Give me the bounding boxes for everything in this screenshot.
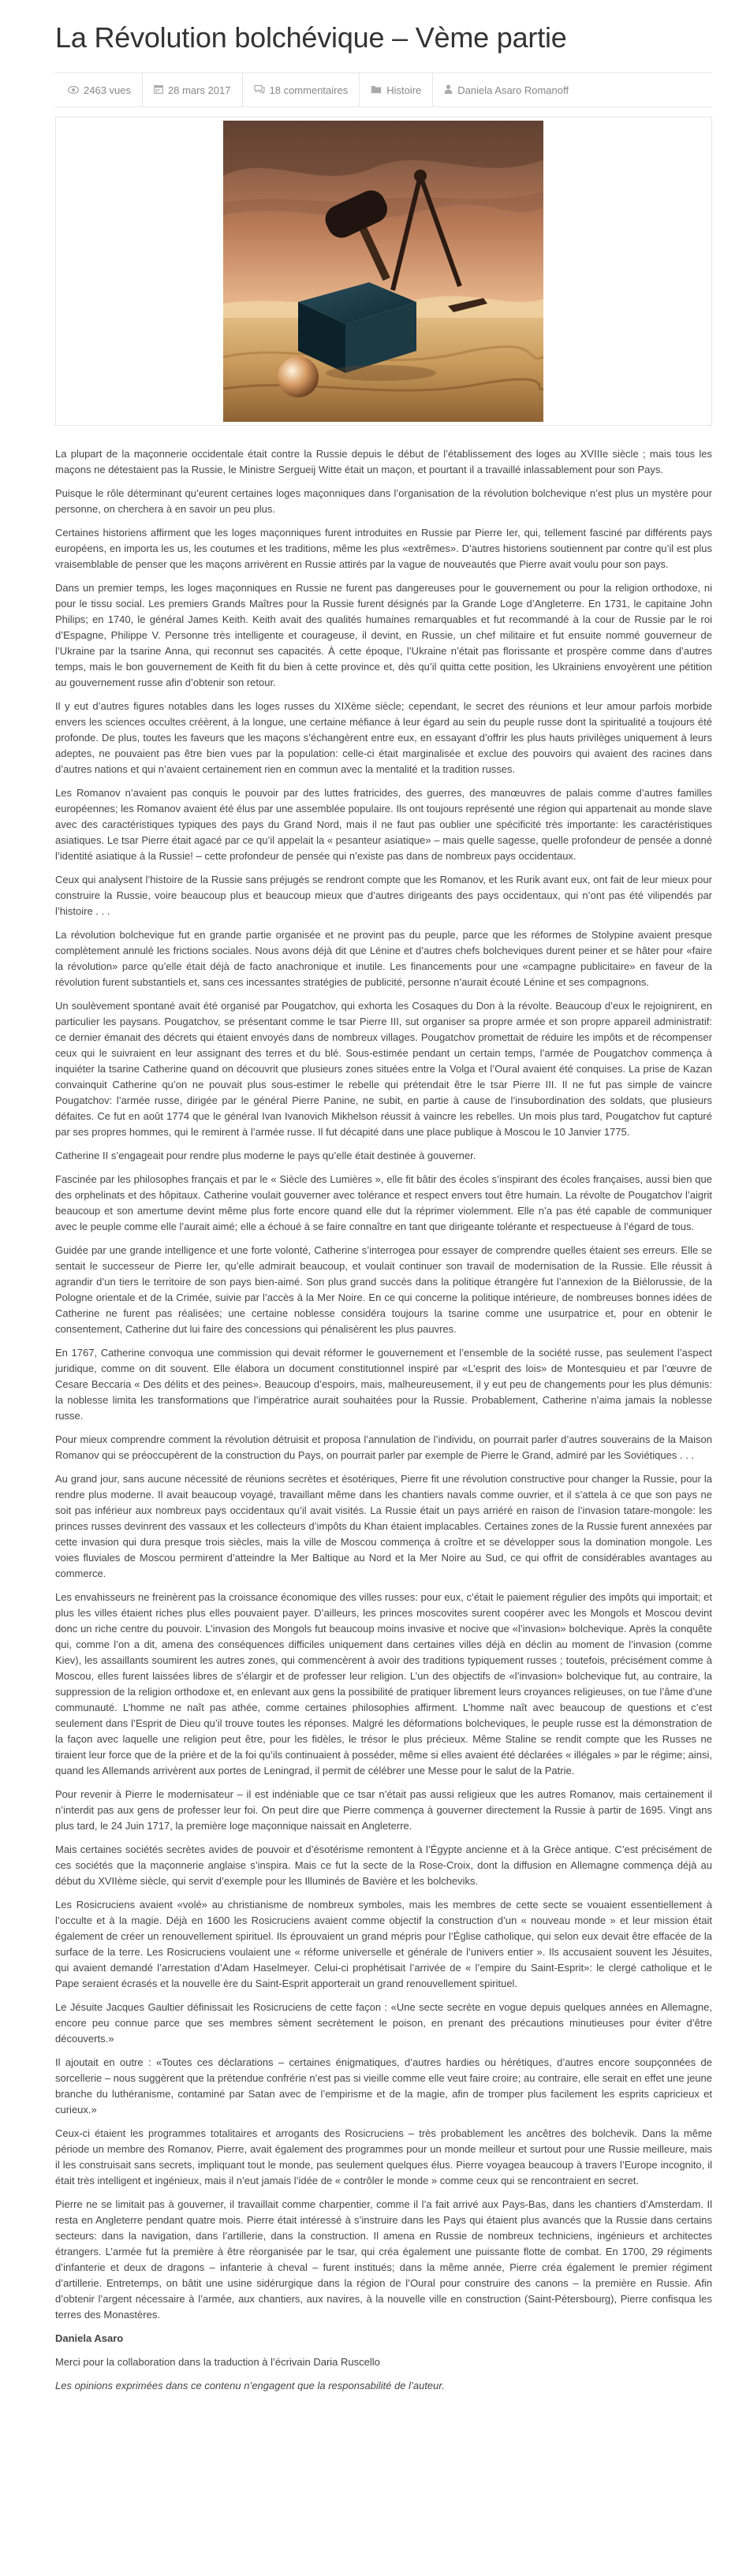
user-icon [444,84,453,96]
article-paragraph: Puisque le rôle déterminant qu’eurent certaines loges maçonniques dans l’organisation de la révolution bolchevique n’est plus un mystère pour personne, on cherchera à en savoir un peu plus. [55,487,712,515]
meta-author-link[interactable] [433,73,580,106]
article-paragraph: Pour mieux comprendre comment la révolution détruisit et proposa l’annulation de l’individu, on pourrait parler d’autres souverains de la Maison Romanov qui se préoccupèrent de la construction du Pays, on pourrait parler par exemple de Pierre le Grand, admiré par les Soviétiques . . . [55,1433,712,1461]
article-paragraph: Les envahisseurs ne freinèrent pas la croissance économique des villes russes: pour eux, c’était le paiement régulier des impôts qui importait; et plus les villes étaient riches plus elles pouvaient payer. D’ailleurs, les princes moscovites surent coopérer avec les Mongols et Moscou devint donc un riche centre du pouvoir. L’invasion des Mongols fut beaucoup moins invasive et nocive que «l’invasion» bolchevique. Après la conquête qui, comme l’on a dit, amena des conséquences difficiles uniquement dans certaines villes déjà en déclin au moment de l’invasion (comme Kiev), les assaillants soumirent les autres zones, qui commencèrent à avoir des traditions typiquement russes ; toutefois, précisément comme à Moscou, elles furent laissées libres de s’élargir et de professer leur religion. L’un des objectifs de «l’invasion» bolchevique fut, au contraire, la suppression de la religion orthodoxe et, en enlevant aux gens la possibilité de pratiquer librement leurs croyances religieuses, on tue l’âme d’une communauté. L’homme ne naît pas athée, comme certaines philosophies affirment. L’homme naît avec beaucoup de questions et c’est seulement dans l’Esprit de Dieu qu’il trouve toutes les réponses. Malgré les déformations bolcheviques, le peuple russe est la démonstration de la façon avec laquelle une religion peut être, pour les fidèles, le trésor le plus précieux. Même Staline se rendit compte que les Russes ne tiraient leur force que de la prière et de la foi qu’ils continuaient à posséder, même si elles avaient été déclarées « illégales » par le régime; ainsi, quand les Allemands arrivèrent aux portes de Leningrad, il permit de célébrer une Messe pour le salut de la Patrie. [55,1591,712,1776]
article-paragraph: Les Rosicruciens avaient «volé» au christianisme de nombreux symboles, mais les membres de cette secte se vouaient essentiellement à l’occulte et à la magie. Déjà en 1600 les Rosicruciens avaient comme objectif la construction d’un « nouveau monde » et leur mission était également de créer un renouvellement spirituel. Ils éprouvaient un grand mépris pour l’Église catholique, qui selon eux devait être effacée de la surface de la terre. Les Rosicruciens voulaient une « réforme universelle et générale de l’univers entier ». Ils accusaient souvent les Jésuites, qui avaient demandé l’arrestation d’Adam Haselmeyer. Celui-ci prophétisait l’arrivée de « l’empire du Saint-Esprit»: le clergé catholique et le Pape seraient écrasés et la nouvelle ère du Saint-Esprit apporterait un grand renouvellement spirituel. [55,1899,712,1989]
meta-date [143,73,243,106]
meta-category-link[interactable] [360,73,433,106]
masonic-illustration [59,121,708,422]
article-paragraph: Au grand jour, sans aucune nécessité de réunions secrètes et ésotériques, Pierre fit une révolution constructive pour changer la Russie, pour la rendre plus moderne. Il avait beaucoup voyagé, travaillant même dans les chantiers navals comme ouvrier, et il s’attela à ce que son pays ne soit pas inférieur aux nombreux pays occidentaux qu’il avait visités. La Russie était un pays arriéré en raison de l’invasion tatare-mongole: les princes russes devinrent des vassaux et les collecteurs d’impôts du Khan étaient implacables. Certaines zones de la Russie furent annexées par cette invasion qui dura presque trois siècles, mais la ville de Moscou commença à croître et se développer sous la domination mongole. Les voies fluviales de Moscou permirent d’atteindre la Mer Baltique au Nord et la Mer Noire au Sud, ce qui offrit de considérables avantages au commerce. [55,1473,712,1579]
article-body [55,446,712,2394]
article-meta-bar [55,73,712,107]
meta-author-text[interactable]: Daniela Asaro Romanoff [457,84,569,96]
comments-icon [254,84,265,96]
meta-views [55,73,143,106]
eye-icon [68,84,79,96]
meta-comments-text[interactable]: 18 commentaires [269,84,349,96]
article-paragraph: Un soulèvement spontané avait été organisé par Pougatchov, qui exhorta les Cosaques du Don à la révolte. Beaucoup d’eux le rejoignirent, en particulier les paysans. Pougatchov, se présentant comme le tsar Pierre III, sut organiser sa propre armée et son propre appareil administratif: ce dernier émanait des décrets qui étaient envoyés dans de nombreux villages. Pougatchov promettait de réduire les impôts et de récompenser ceux qui le suivraient en leur assignant des terres et du blé. Sous-estimée pendant un certain temps, l’armée de Pougatchov commença à inquiéter la tsarine Catherine quand on découvrit que plusieurs zones situées entre la Volga et l’Oural avaient été conquises. La prise de Kazan convainquit Catherine qu’on ne pouvait plus sous-estimer le rebelle qui prétendait être le tsar Pierre III. Il ne fut pas simple de vaincre Pougatchov: l’armée russe, dirigée par le général Pierre Panine, ne subit, en partie à cause de l’insubordination des soldats, que plusieurs défaites. Ce fut en août 1774 que le général Ivan Ivanovich Mikhelson réussit à vaincre les rebelles. Un mois plus tard, Pougatchov fut capturé par ses propres hommes, qui le remirent à l’armée russe. Il fut décapité dans une place publique à Moscou le 10 Janvier 1775. [55,1000,712,1138]
article-paragraph: Il ajoutait en outre : «Toutes ces déclarations – certaines énigmatiques, d’autres hardies ou hérétiques, d’autres encore soupçonnées de sorcellerie – nous suggèrent que la prétendue confrérie n’est pas si vieille comme elle veut faire croire; au contraire, elle serait en effet une jeune branche du luthéranisme, contaminé par Satan avec de l’empirisme et de la magie, afin de tromper plus facilement les esprits capricieux et curieux.» [55,2056,712,2116]
article-paragraph: Pour revenir à Pierre le modernisateur – il est indéniable que ce tsar n’était pas aussi religieux que les autres Romanov, mais certainement il n’interdit pas aux gens de professer leur foi. On peut dire que Pierre commença à gouverner directement la Russie à partir de 1695. Vingt ans plus tard, le 24 Juin 1717, la première loge maçonnique naissait en Angleterre. [55,1788,712,1832]
featured-image [55,117,712,426]
calendar-icon [154,84,163,96]
meta-date-text: 28 mars 2017 [168,84,231,96]
article-title: La Révolution bolchévique – Vème partie [55,21,567,54]
article-paragraph: La plupart de la maçonnerie occidentale était contre la Russie depuis le début de l’établissement des loges au XVIIIe siècle ; mais tous les maçons ne détestaient pas la Russie, le Ministre Sergueij Witte était un maçon, et pourtant il a travaillé inlassablement pour son Pays. [55,448,712,475]
article-paragraph: Ceux qui analysent l’histoire de la Russie sans préjugés se rendront compte que les Romanov, et les Rurik avant eux, ont fait de leur mieux pour construire la Russie, voire beaucoup plus et beaucoup mieux que d’autres dirigeants des pays occidentaux, qui n’ont pas été vilipendés par l’histoire . . . [55,874,712,917]
article-paragraph: Fascinée par les philosophes français et par le « Siècle des Lumières », elle fit bâtir des écoles s’inspirant des écoles françaises, aussi bien que des orphelinats et des hôpitaux. Catherine voulait gouverner avec tolérance et respect envers tout être humain. La révolte de Pougatchov l’aigrit beaucoup et son amertume devint même plus forte encore quand elle dut la réprimer violemment. Elle n’a pas été capable de communiquer avec le peuple comme elle l’aurait aimé; elle a échoué à se faire connaître en tant que dirigeante tolérante et respectueuse à l’égard de tous. [55,1173,712,1232]
article-paragraph: Catherine II s’engageait pour rendre plus moderne le pays qu’elle était destinée à gouverner. [55,1150,476,1161]
article-paragraph: En 1767, Catherine convoqua une commission qui devait réformer le gouvernement et l’ensemble de la société russe, pas seulement l’aspect juridique, comme on dit souvent. Elle élabora un document constitutionnel inspiré par «L’esprit des lois» de Montesquieu et par l’œuvre de Cesare Beccaria « Des délits et des peines». Beaucoup d’espoirs, mais, malheureusement, il y eut peu de changements pour les plus démunis: la noblesse limita les transformations que l’impératrice aurait souhaitées pour la Russie. Probablement, Catherine n’aima jamais la noblesse russe. [55,1347,712,1422]
article-paragraph: Il y eut d’autres figures notables dans les loges russes du XIXème siècle; cependant, le secret des réunions et leur amour parfois morbide envers les sciences occultes créèrent, à la longue, une certaine méfiance à leur égard au sein du peuple russe dont la spiritualité a toujours été profonde. De plus, toutes les faveurs que les maçons s’échangèrent entre eux, en essayant d’offrir les plus hauts privilèges uniquement à leurs adeptes, ne pouvaient pas être bien vues par la population: celle-ci était marginalisée et exclue des pouvoirs qui avaient des racines dans d’autres nations et qui n’avaient certainement rien en commun avec la mentalité et la tradition russes. [55,700,712,775]
article-paragraph: La révolution bolchevique fut en grande partie organisée et ne provint pas du peuple, parce que les réformes de Stolypine avaient presque complètement annulé les frictions sociales. Nous avons déjà dit que Lénine et d’autres chefs bolcheviques durent peiner et se hâter pour «faire la révolution» parce qu’elle était déjà de facto anachronique et inutile. Les financements pour une «campagne publicitaire» en faveur de la révolution furent substantiels et, sans ces incessantes stratégies de publicité, personne n’aurait écouté Lénine et ses compagnons. [55,929,712,988]
article-paragraph: Guidée par une grande intelligence et une forte volonté, Catherine s’interrogea pour essayer de comprendre quelles étaient ses erreurs. Elle se sentait le successeur de Pierre Ier, qu’elle admirait beaucoup, et voulait continuer son travail de modernisation de la Russie. Elle réussit à agrandir d’un tiers le territoire de son pays bien-aimé. Son plus grand succès dans la politique étrangère fut l’annexion de la Biélorussie, de la Pologne orientale et de la Crimée, suivie par l’accès à la Mer Noire. En ce qui concerne la politique intérieure, de nombreuses bonnes idées de Catherine ne furent pas réalisées; une certaine noblesse considéra toujours la tsarine comme une usurpatrice et, pour en obtenir le consentement, Catherine dut lui faire des concessions qui pénalisèrent les plus pauvres. [55,1244,712,1335]
article-paragraph: Certaines historiens affirment que les loges maçonniques furent introduites en Russie par Pierre Ier, qui, tellement fasciné par différents pays européens, en importa les us, les coutumes et les traditions, même les plus «extrêmes». D’autres historiens soutiennent par contre qu’il est plus vraisemblable de penser que les maçons arrivèrent en Russie attirés par la vague de nouveautés que Pierre avait voulu pour son pays. [55,527,712,570]
meta-category-text[interactable]: Histoire [386,84,422,96]
article-paragraph: Ceux-ci étaient les programmes totalitaires et arrogants des Rosicruciens – très probablement les ancêtres des bolchevik. Dans la même période un membre des Romanov, Pierre, avait également des programmes pour un monde meilleur et surtout pour une Russie meilleure, mais il les construisait sans secrets, impliquant tout le monde, pas seulement quelques élus. Pierre voyagea beaucoup à travers l’Europe incognito, il était très intelligent et ingénieux, mais il n’eut jamais l’idée de « contrôler le monde » comme ceux qui se rencontraient en secret. [55,2127,712,2186]
author-signature: Daniela Asaro [55,2332,124,2344]
meta-views-text: 2463 vues [84,84,131,96]
article-paragraph: Dans un premier temps, les loges maçonniques en Russie ne furent pas dangereuses pour le gouvernement ou pour la religion orthodoxe, ni pour le tissu social. Les premiers Grands Maîtres pour la Russie furent désignés par la Grande Loge d’Angleterre. En 1731, le capitaine John Philips; en 1740, le général James Keith. Keith avait des qualités humaines remarquables et fut recommandé à la cour de Russie par le roi d’Espagne, Philippe V. Personne très intelligente et courageuse, il devint, en Russie, un chef militaire et fut ensuite nommé gouverneur de l’Ukraine par la tsarine Anna, qui reconnut ses capacités. À cette époque, l’Ukraine n’était pas florissante et prospère comme dans d’autres temps, mais le bon gouvernement de Keith fit du bien à cette province et, dès qu’il quitta cette position, les Ukrainiens envoyèrent une pétition au gouvernement russe afin d’obtenir son retour. [55,582,712,688]
translation-thanks: Merci pour la collaboration dans la traduction à l’écrivain Daria Ruscello [55,2356,380,2368]
article-paragraph: Les Romanov n’avaient pas conquis le pouvoir par des luttes fratricides, des guerres, des manœuvres de palais comme d’autres familles européennes; les Romanov avaient été élus par une assemblée populaire. Ils ont toujours représenté une région qui appartenait au monde slave avec des caractéristiques typiques des pays du Grand Nord, mais il ne faut pas oublier une spécificité très importante: les caractéristiques asiatiques. Le tsar Pierre était agacé par ce qu’il appelait la « pesanteur asiatique» – mais quelle sagesse, quelle profondeur de pensée a donné l’identité asiatique à la Russie! – cette profondeur de pensée qui n’existe pas dans de nombreux pays occidentaux. [55,787,712,862]
article-paragraph: Le Jésuite Jacques Gaultier définissait les Rosicruciens de cette façon : «Une secte secrète en vogue depuis quelques années en Allemagne, encore peu connue parce que ses membres sèment secrètement le poison, en prenant des précautions minutieuses pour éviter d’être découverts.» [55,2001,712,2045]
author-disclaimer: Les opinions exprimées dans ce contenu n’engagent que la responsabilité de l’auteur. [55,2380,445,2391]
meta-comments-link[interactable] [243,73,360,106]
article-paragraph: Pierre ne se limitait pas à gouverner, il travaillait comme charpentier, comme il l’a fait arrivé aux Pays-Bas, dans les chantiers d’Amsterdam. Il resta en Angleterre pendant quatre mois. Pierre était intéressé à s’instruire dans les Pays qui étaient plus avancés que la Russie dans certains secteurs: dans la navigation, dans l’artillerie, dans la construction. Il amena en Russie de nombreux techniciens, ingénieurs et architectes étrangers. L’armée fut la première à être réorganisée par le tsar, qui créa également une puissante flotte de combat. En 1700, 29 régiments d’infanterie et deux de dragons – infanterie à cheval – furent institués; dans la même année, Pierre créa également le premier régiment d’artillerie. Entretemps, on bâtit une usine sidérurgique dans la région de l’Oural pour construire des canons – la première en Russie. Afin d’obtenir l’argent nécessaire à l’armée, aux chantiers, aux navires, à la nouvelle ville en construction (Saint-Pétersbourg), Pierre confisqua les terres des Monastères. [55,2198,712,2321]
article-paragraph: Mais certaines sociétés secrètes avides de pouvoir et d’ésotérisme remontent à l’Égypte ancienne et à la Grèce antique. C’est précisément de ces sociétés que la maçonnerie anglaise s’inspira. Mais ce fut la secte de la Rose-Croix, dont la diffusion en Allemagne commença déjà au début du XVIIème siècle, qui servit d’exemple pour les Illuminés de Bavière et les bolcheviks. [55,1843,712,1887]
folder-icon [371,84,382,96]
